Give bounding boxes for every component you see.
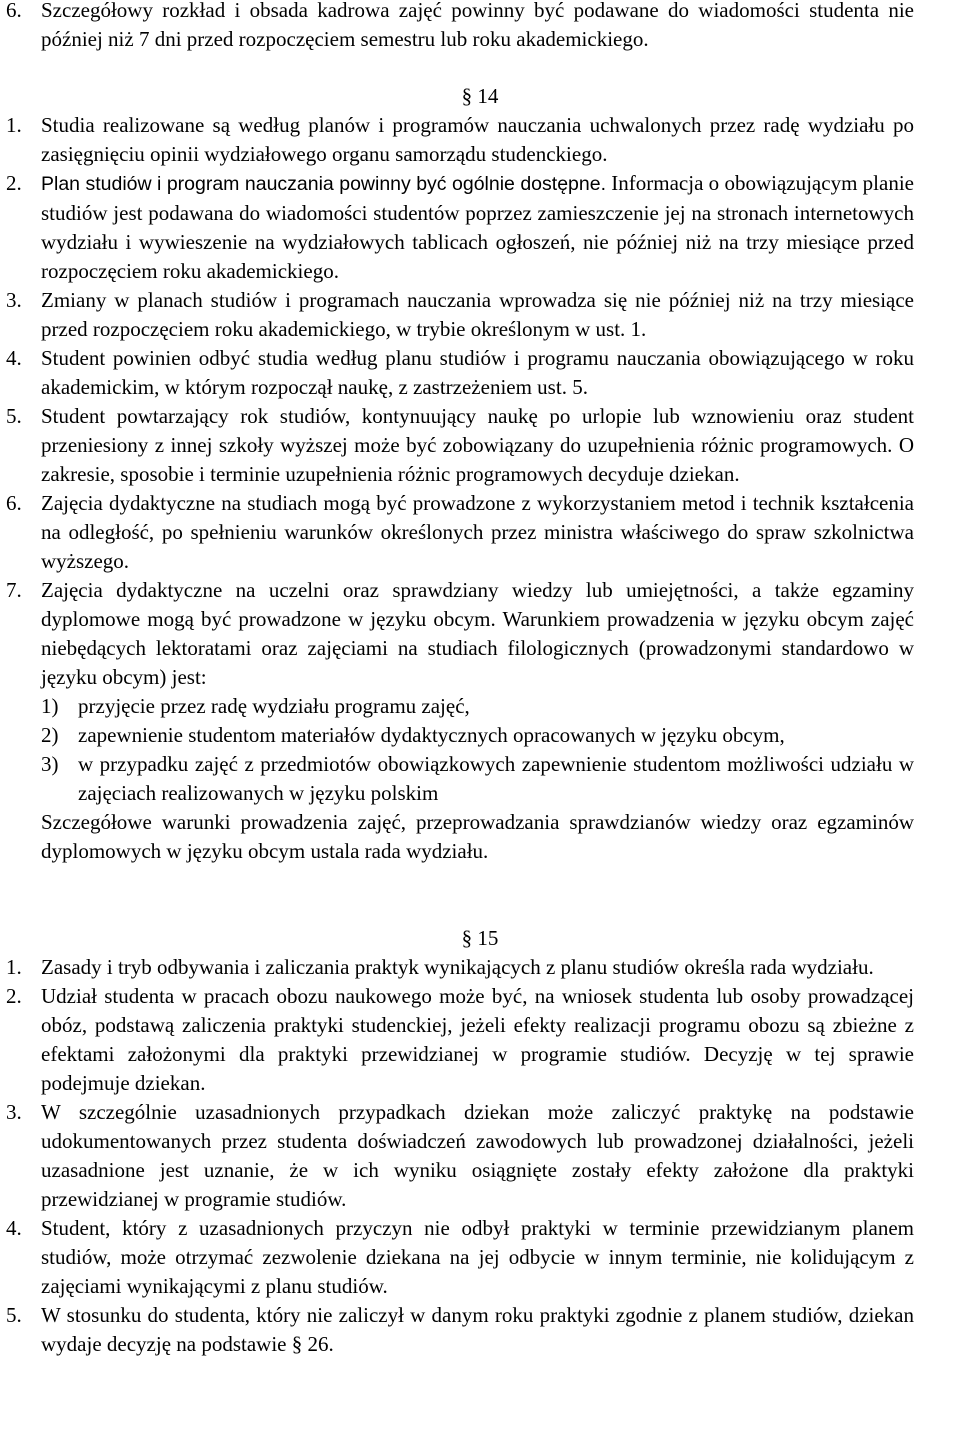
item-text: Udział studenta w pracach obozu naukowego może być, na wniosek studenta lub osoby prowadzącej obóz, podstawą zaliczenia praktyki studenckiej, jeżeli efekty realizacji programu obozu są zbieżne z efektami założonymi dla praktyki przewidzianej w programie studiów. Decyzję w tej sprawie podejmuje dziekan. (41, 984, 914, 1095)
subitem-number: 2) (41, 723, 59, 747)
s14-item-3 (0, 286, 914, 344)
subitem-number: 1) (41, 694, 59, 718)
item-number: 2. (6, 171, 22, 195)
item-text: Student powtarzający rok studiów, kontynuujący naukę po urlopie lub wznowieniu oraz student przeniesiony z innej szkoły wyższej może być zobowiązany do uzupełnienia różnic programowych. O zakresie, sposobie i terminie uzupełnienia różnic programowych decyduje dziekan. (41, 404, 914, 486)
item-text: Zmiany w planach studiów i programach nauczania wprowadza się nie później niż na trzy miesiące przed rozpoczęciem roku akademickiego, w trybie określonym w ust. 1. (41, 288, 914, 341)
subitem-number: 3) (41, 752, 59, 776)
s15-item-4 (0, 1214, 914, 1301)
item-number: 7. (6, 578, 22, 602)
item-text-part-a: Plan studiów i program nauczania powinny być ogólnie dostępne. (41, 173, 606, 195)
s15-item-3 (0, 1098, 914, 1214)
s14-item-5 (0, 402, 914, 489)
item-number: 6. (6, 491, 22, 515)
s14-item-2 (0, 169, 914, 286)
item-text: Szczegółowy rozkład i obsada kadrowa zajęć powinny być podawane do wiadomości studenta nie później niż 7 dni przed rozpoczęciem semestru lub roku akademickiego. (41, 0, 914, 51)
item-text: Studia realizowane są według planów i programów nauczania uchwalonych przez radę wydziału po zasięgnięciu opinii wydziałowego organu samorządu studenckiego. (41, 113, 914, 166)
item-text-part-b: Informacja o obowiązującym planie studiów jest podawana do wiadomości studentów poprzez zamieszczenie jej na stronach internetowych wydziału i wywieszenie na wydziałowych tablicach ogłoszeń, nie później niż na trzy miesiące przed rozpoczęciem roku akademickiego. (41, 171, 914, 283)
item-number: 1. (6, 955, 22, 979)
paragraph-6-top (0, 0, 914, 54)
item-number: 3. (6, 1100, 22, 1124)
item-number: 5. (6, 404, 22, 428)
item-text (41, 169, 914, 286)
item-text: Student, który z uzasadnionych przyczyn nie odbył praktyki w terminie przewidzianym planem studiów, może otrzymać zezwolenie dziekana na jej odbycie w innym terminie, nie kolidującym z zajęciami wynikającymi z planu studiów. (41, 1216, 914, 1298)
item-number: 5. (6, 1303, 22, 1327)
section-heading-15: § 15 (461, 926, 499, 950)
item-number: 3. (6, 288, 22, 312)
s14-item-1 (0, 111, 914, 169)
s15-item-1 (0, 953, 914, 982)
item-number: 6. (6, 0, 22, 22)
subitem-text: w przypadku zajęć z przedmiotów obowiązkowych zapewnienie studentom możliwości udziału w zajęciach realizowanych w języku polskim (78, 752, 914, 805)
item-number: 1. (6, 113, 22, 137)
s14-closing-paragraph: Szczegółowe warunki prowadzenia zajęć, przeprowadzania sprawdzianów wiedzy oraz egzaminów dyplomowych w języku obcym ustala rada wydziału. (41, 810, 914, 863)
subitem-text: przyjęcie przez radę wydziału programu zajęć, (78, 694, 470, 718)
item-number: 4. (6, 346, 22, 370)
s14-subitem-1 (0, 692, 914, 721)
item-number: 2. (6, 984, 22, 1008)
item-text: Zajęcia dydaktyczne na uczelni oraz sprawdziany wiedzy lub umiejętności, a także egzaminy dyplomowe mogą być prowadzone w języku obcym. Warunkiem prowadzenia w języku obcym zajęć niebędących lektoratami oraz zajęciami na studiach filologicznych (prowadzonymi standardowo w języku obcym) jest: (41, 578, 914, 689)
item-text: W szczególnie uzasadnionych przypadkach dziekan może zaliczyć praktykę na podstawie udokumentowanych przez studenta doświadczeń zawodowych lub prowadzonej działalności, jeżeli uzasadnione jest uznanie, że w ich wyniku osiągnięte zostały efekty założone dla praktyki przewidzianej w programie studiów. (41, 1100, 914, 1211)
s15-item-2 (0, 982, 914, 1098)
item-number: 4. (6, 1216, 22, 1240)
s14-item-7 (0, 576, 914, 692)
s14-subitem-2 (0, 721, 914, 750)
item-text: Zasady i tryb odbywania i zaliczania praktyk wynikających z planu studiów określa rada wydziału. (41, 955, 874, 979)
item-text: W stosunku do studenta, który nie zaliczył w danym roku praktyki zgodnie z planem studiów, dziekan wydaje decyzję na podstawie § 26. (41, 1303, 914, 1356)
s15-item-5 (0, 1301, 914, 1359)
s14-subitem-3 (0, 750, 914, 808)
item-text: Student powinien odbyć studia według planu studiów i programu nauczania obowiązującego w roku akademickim, w którym rozpoczął naukę, z zastrzeżeniem ust. 5. (41, 346, 914, 399)
s14-item-4 (0, 344, 914, 402)
item-text: Zajęcia dydaktyczne na studiach mogą być prowadzone z wykorzystaniem metod i technik kształcenia na odległość, po spełnieniu warunków określonych przez ministra właściwego do spraw szkolnictwa wyższego. (41, 491, 914, 573)
section-heading-14: § 14 (461, 84, 499, 108)
s14-item-6 (0, 489, 914, 576)
subitem-text: zapewnienie studentom materiałów dydaktycznych opracowanych w języku obcym, (78, 723, 785, 747)
